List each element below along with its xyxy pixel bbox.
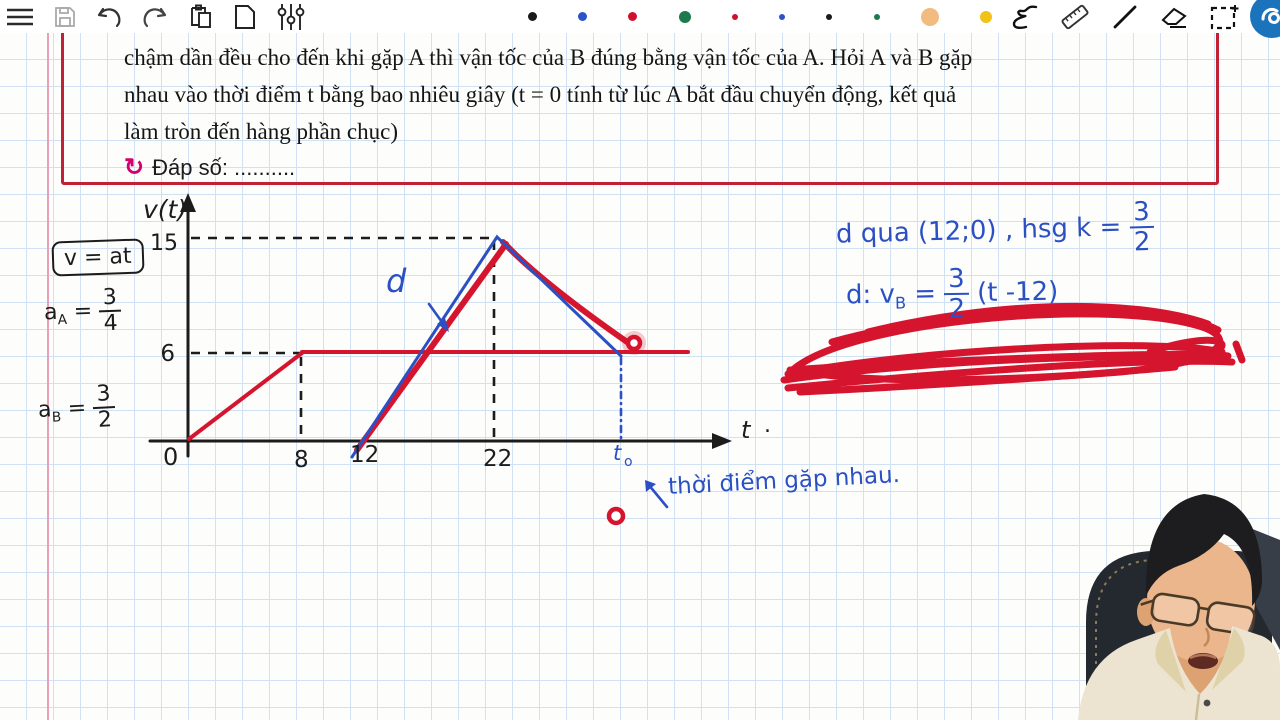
line-d-text: d qua (12;0) , hsg k = — [835, 212, 1122, 250]
freehand-pen-icon — [1012, 4, 1038, 30]
ruler-icon — [1060, 3, 1090, 31]
aB-denominator: 2 — [97, 407, 113, 433]
paste-button[interactable] — [188, 2, 214, 32]
equation-rest: (t -12) — [976, 276, 1059, 309]
equation-numerator: 3 — [944, 266, 969, 295]
aB-fraction — [92, 383, 116, 432]
d-line-label: d — [386, 262, 407, 300]
color-palette — [520, 0, 1000, 33]
tick-6: 6 — [160, 341, 175, 367]
slope-denominator: 2 — [1133, 226, 1151, 258]
note-acceleration-B — [37, 383, 117, 435]
ruler-tool-button[interactable] — [1060, 2, 1090, 32]
palette-dot[interactable] — [779, 14, 785, 20]
eraser-tool-button[interactable] — [1160, 2, 1188, 32]
toolbar-left-group — [6, 0, 306, 33]
undo-button[interactable] — [96, 2, 122, 32]
aB-numerator: 3 — [92, 383, 115, 409]
boxed-formula — [51, 238, 144, 276]
redo-button[interactable] — [142, 2, 168, 32]
new-page-button[interactable] — [234, 2, 256, 32]
undo-icon — [96, 5, 122, 29]
app-logo-icon — [1259, 3, 1280, 29]
equation-subscript: B — [894, 293, 907, 313]
t0-main: t — [613, 441, 622, 465]
t0-label — [613, 441, 633, 470]
redo-icon — [142, 5, 168, 29]
answer-row — [124, 155, 295, 181]
freehand-tool-button[interactable] — [1012, 2, 1038, 32]
new-page-icon — [234, 4, 256, 30]
select-tool-button[interactable] — [1210, 2, 1240, 32]
aA-symbol: a — [43, 299, 58, 326]
pen-settings-icon — [276, 3, 306, 31]
note-line-d-definition — [835, 196, 1154, 263]
answer-bullet-icon: ↻ — [124, 154, 145, 181]
aB-symbol: a — [37, 397, 53, 424]
meeting-time-annotation: thời điểm gặp nhau. — [667, 461, 901, 501]
aA-equals: = — [73, 298, 93, 325]
red-ring-mark — [609, 509, 623, 523]
menu-button[interactable] — [6, 2, 34, 32]
graph-labels — [143, 195, 771, 473]
y-axis-label: v(t) — [143, 195, 188, 224]
aA-denominator: 4 — [103, 310, 119, 337]
equation-equals: = — [913, 278, 937, 310]
problem-line-2: nhau vào thời điểm t bằng bao nhiêu giây (t = 0 tính từ lúc A bắt đầu chuyển động, kết quả — [124, 82, 957, 107]
menu-icon — [6, 6, 34, 28]
meeting-point-marker — [628, 337, 640, 349]
x-axis-dot: . — [764, 413, 771, 438]
equation-fraction — [944, 263, 970, 325]
save-icon — [54, 6, 76, 28]
palette-dot[interactable] — [874, 14, 880, 20]
tick-8: 8 — [294, 447, 309, 473]
equation-denominator: 2 — [948, 293, 966, 325]
slope-numerator: 3 — [1129, 199, 1154, 229]
aA-numerator: 3 — [98, 287, 121, 313]
paste-icon — [188, 4, 214, 30]
palette-dot[interactable] — [578, 12, 587, 21]
webcam-presenter — [1078, 494, 1280, 720]
equation-text: d: v — [845, 279, 896, 311]
red-velocity-A — [189, 352, 688, 439]
problem-line-1: chậm dần đều cho đến khi gặp A thì vận tốc của B đúng bằng vận tốc của A. Hỏi A và B gặp — [124, 45, 973, 70]
palette-dot[interactable] — [528, 12, 537, 21]
toolbar-right-group — [1012, 0, 1240, 33]
pen-settings-button[interactable] — [276, 2, 306, 32]
note-line-d-equation — [846, 264, 1059, 324]
palette-dot[interactable] — [732, 14, 738, 20]
eraser-icon — [1160, 4, 1188, 30]
tick-15: 15 — [150, 231, 178, 256]
tick-22: 22 — [483, 446, 513, 472]
problem-line-3: làm tròn đến hàng phần chục) — [124, 119, 398, 144]
slope-fraction — [1129, 196, 1155, 258]
palette-dot[interactable] — [980, 11, 992, 23]
tick-0: 0 — [163, 443, 179, 471]
note-acceleration-A — [43, 284, 122, 338]
palette-dot[interactable] — [921, 8, 939, 26]
toolbar — [0, 0, 1280, 33]
t0-sub: o — [624, 454, 633, 470]
selection-icon — [1210, 3, 1240, 31]
answer-label: Đáp số: .......... — [152, 155, 296, 180]
x-axis-arrowhead — [712, 433, 732, 449]
tick-12: 12 — [350, 442, 380, 468]
line-tool-icon — [1112, 4, 1138, 30]
aA-fraction — [98, 284, 122, 337]
aB-equals: = — [67, 395, 87, 422]
x-axis-label: t — [741, 416, 751, 444]
formula-text: v = at — [63, 243, 132, 272]
dashed-guides — [191, 238, 497, 437]
shirt-button — [1204, 700, 1211, 707]
line-tool-button[interactable] — [1112, 2, 1138, 32]
save-button[interactable] — [54, 2, 76, 32]
app-logo-button[interactable] — [1250, 0, 1280, 38]
aB-subscript: B — [51, 409, 62, 426]
palette-dot[interactable] — [826, 14, 832, 20]
palette-dot[interactable] — [628, 12, 637, 21]
palette-dot[interactable] — [679, 11, 691, 23]
aA-subscript: A — [57, 311, 68, 329]
